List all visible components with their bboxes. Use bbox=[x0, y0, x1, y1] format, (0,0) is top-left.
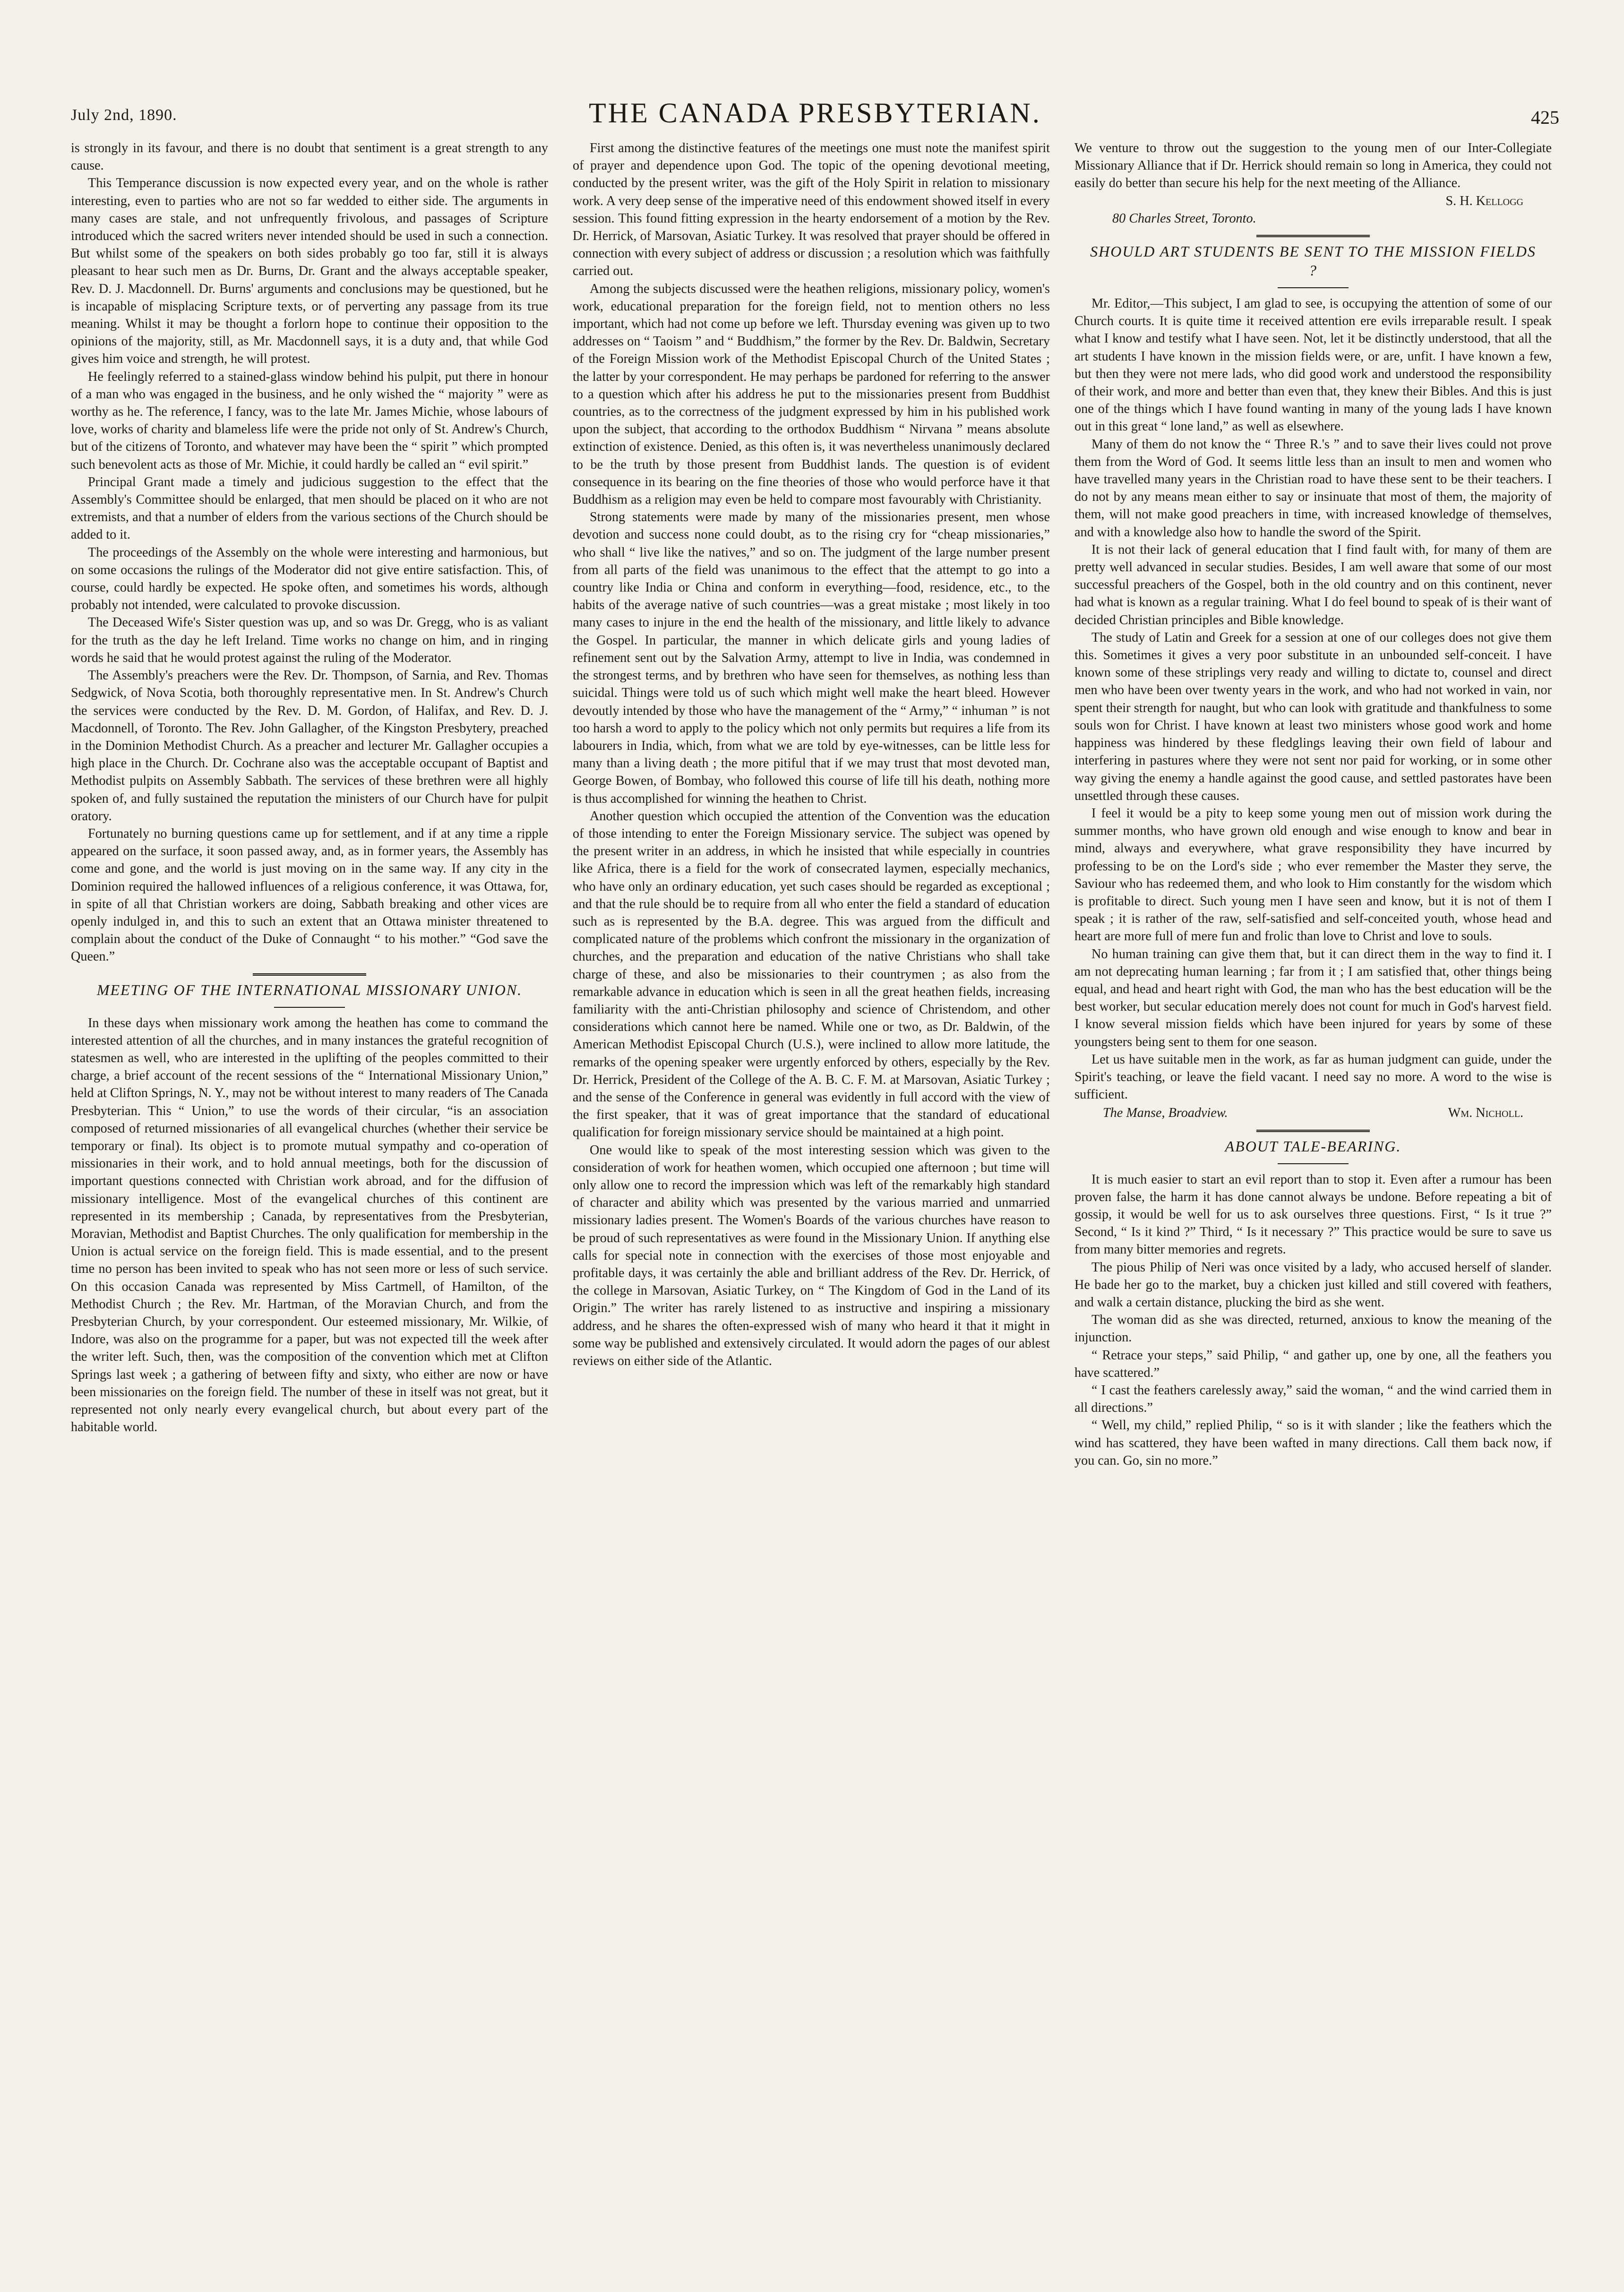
author-signature: Wm. Nicholl. bbox=[1448, 1106, 1523, 1121]
paragraph: The pious Philip of Neri was once visited by a lady, who accused herself of slander. He bade her go to the market, buy a chicken just killed and still covered with feathers, and walk a certain distance, plucking the bird as she went. bbox=[1074, 1260, 1552, 1310]
paragraph: No human training can give them that, but it can direct them in the way to find it. I am not deprecating human learning ; far from it ; I am satisfied that, other things being equal, and head and heart right with God, the man who has the best education will be the best worker, but secular education merely does not count for much in God's harvest field. I know several mission fields which have been injured for years by some of these youngsters being sent to them for one season. bbox=[1074, 946, 1552, 1049]
column-2 bbox=[573, 139, 1050, 2251]
paragraph: It is not their lack of general education that I find fault with, for many of them are pretty well advanced in secular studies. Besides, I am well aware that some of our most successful preachers of the Gospel, both in the old country and on this continent, never had what is known as a regular training. What I do feel bound to speak of is their want of decided Christian principles and Bible knowledge. bbox=[1074, 542, 1552, 627]
article-heading: ABOUT TALE-BEARING. bbox=[1225, 1137, 1401, 1155]
paragraph: Let us have suitable men in the work, as far as human judgment can guide, under the Spirit's teaching, or leave the field vacant. I need say no more. A word to the wise is sufficient. bbox=[1074, 1052, 1552, 1102]
article-heading: SHOULD ART STUDENTS BE SENT TO THE MISSION FIELDS ? bbox=[1090, 243, 1536, 279]
paragraph: is strongly in its favour, and there is no doubt that sentiment is a great strength to any cause. bbox=[71, 141, 548, 173]
column-3 bbox=[1074, 139, 1552, 2251]
section-divider bbox=[1256, 235, 1370, 237]
paragraph: The Assembly's preachers were the Rev. Dr. Thompson, of Sarnia, and Rev. Thomas Sedgwick, of Nova Scotia, both thoroughly representative men. In St. Andrew's Church the services were conducted by the Rev. D. M. Gordon, of Halifax, and Rev. D. J. Macdonnell, of Toronto. The Rev. John Gallagher, of the Kingston Presbytery, preached in the Dominion Methodist Church. As a preacher and lecturer Mr. Gallagher occupies a high place in the Church. Dr. Cochrane also was the acceptable occupant of Baptist and Methodist pulpits on Assembly Sabbath. The services of these brethren were all highly spoken of, and fully sustained the reputation the ministers of our Church have for pulpit oratory. bbox=[71, 668, 548, 824]
paragraph: The woman did as she was directed, returned, anxious to know the meaning of the injunction. bbox=[1074, 1313, 1552, 1345]
paragraph: Many of them do not know the “ Three R.'s ” and to save their lives could not prove them from the Word of God. It seems little less than an insult to men and women who have travelled many years in the Christian road to have these sent to be their teachers. I do not by any means mean either to say or insinuate that most of them, the majority of them, will not make good preachers in time, with increased knowledge of themselves, and with a knowledge also how to handle the sword of the Spirit. bbox=[1074, 437, 1552, 540]
paragraph: “ I cast the feathers carelessly away,” said the woman, “ and the wind carried them in all directions.” bbox=[1074, 1383, 1552, 1416]
issue-date: July 2nd, 1890. bbox=[71, 106, 177, 124]
column-1 bbox=[71, 139, 548, 2251]
paragraph: “ Well, my child,” replied Philip, “ so is it with slander ; like the feathers which the wind has scattered, they have been wafted in many directions. Call them back now, if you can. Go, sin no more.” bbox=[1074, 1418, 1552, 1468]
paragraph: First among the distinctive features of the meetings one must note the manifest spirit of prayer and dependence upon God. The topic of the opening devotional meeting, conducted by the present writer, was the gift of the Holy Spirit in relation to missionary work. A very deep sense of the imperative need of this endowment showed itself in every session. This found fitting expression in the hearty endorsement of a motion by the Rev. Dr. Herrick, of Marsovan, Asiatic Turkey. It was resolved that prayer should be offered in connection with every subject of address or discussion ; a resolution which was faithfully carried out. bbox=[573, 141, 1050, 279]
masthead bbox=[71, 97, 1559, 130]
newspaper-title: THE CANADA PRESBYTERIAN. bbox=[589, 97, 1041, 129]
author-signature: S. H. Kellogg bbox=[1445, 193, 1523, 208]
paragraph: The study of Latin and Greek for a session at one of our colleges does not give them this. Sometimes it gives a very poor substitute in an unbounded self-conceit. I have known some of these striplings very ready and willing to dictate to, counsel and direct men who have been over twenty years in the work, and who had not worked in vain, nor spent their strength for naught, but who can look with gratitude and thankfulness to some souls won for Christ. I have known at least two ministers whose good work and home happiness was hindered by these fledglings leaving their own field of labour and interfering in pastures where they were not sent nor paid for working, or in some other way giving the enemy a handle against the good cause, and settled pastorates have been unsettled through these causes. bbox=[1074, 630, 1552, 803]
signature-line bbox=[1074, 1104, 1552, 1122]
paragraph: It is much easier to start an evil report than to stop it. Even after a rumour has been proven false, the harm it has done cannot always be undone. Before repeating a bit of gossip, it would be well for us to ask ourselves three questions. First, “ Is it true ?” Second, “ Is it kind ?” Third, “ Is it necessary ?” This practice would be sure to save us from many bitter memories and regrets. bbox=[1074, 1172, 1552, 1257]
heading-rule bbox=[1278, 287, 1349, 288]
paragraph: This Temperance discussion is now expected every year, and on the whole is rather interesting, even to parties who are not so far wedded to either side. The arguments in many cases are stale, and not unfrequently frivolous, and passages of Scripture introduced which the sacred writers never intended should be used in such a connection. But whilst some of the speakers on both sides probably go too far, still it is always pleasant to hear such men as Dr. Burns, Dr. Grant and the always acceptable speaker, Rev. D. J. Macdonnell. Dr. Burns' arguments and conclusions may be questioned, but he is incapable of misplacing Scripture texts, or of perverting any passage from its true meaning. Whilst it may be thought a forlorn hope to continue their opposition to the opinions of the majority, still, as Mr. Macdonnell says, it is a duty and, that while God gives him voice and strength, he will protest. bbox=[71, 176, 548, 367]
paragraph: “ Retrace your steps,” said Philip, “ and gather up, one by one, all the feathers you have scattered.” bbox=[1074, 1348, 1552, 1380]
article-heading: MEETING OF THE INTERNATIONAL MISSIONARY UNION. bbox=[96, 981, 523, 998]
paragraph: I feel it would be a pity to keep some young men out of mission work during the summer months, who have grown old enough and wise enough to know and bear in mind, always and everywhere, what grave responsibility they have incurred by professing to be on the Lord's side ; who ever remember the Master they serve, the Saviour who has redeemed them, and who look to Him constantly for the wisdom which is profitable to direct. Such young men I have seen and know, but it is not of them I speak ; it is rather of the raw, self-satisfied and self-conceited youth, whose head and heart are more full of mere fun and frolic than love to Christ and love to souls. bbox=[1074, 806, 1552, 944]
paragraph: Principal Grant made a timely and judicious suggestion to the effect that the Assembly's Committee should be enlarged, that men should be placed on it who are not extremists, and that a number of elders from the various sections of the Church should be added to it. bbox=[71, 474, 548, 542]
paragraph: Strong statements were made by many of the missionaries present, men whose devotion and success none could doubt, as to the rising cry for “cheap missionaries,” who shall “ live like the natives,” and so on. The judgment of the large number present from all parts of the field was unanimous to the effect that the attempt to go into a country like India or China and conform in everything—food, residence, etc., to the habits of the average native of such countries—was a great mistake ; most likely in too many cases to injure in the end the health of the missionary, and little likely to advance the Gospel. In particular, the manner in which delicate girls and young ladies of refinement sent out by the Salvation Army, attempt to live in India, was condemned in the strongest terms, and by brethren who have seen for themselves, as nothing less than suicidal. Things were told us of such which might well make the heart bleed. However devoutly intended by those who have the management of the “ Army,” “ inhuman ” is not too harsh a word to apply to the policy which not only permits but requires a life from its labourers in India, which, from what we are told by eye-witnesses, can be little less for many than a living death ; the more pitiful that if we may trust that most devoted man, George Bowen, of Bombay, who followed this course of life till his death, nothing more is thus accomplished for winning the heathen to Christ. bbox=[573, 510, 1050, 806]
paragraph: The Deceased Wife's Sister question was up, and so was Dr. Gregg, who is as valiant for the truth as the day he left Ireland. Time works no change on him, and in ringing words he said that he would protest against the ruling of the Moderator. bbox=[71, 615, 548, 665]
paragraph: Fortunately no burning questions came up for settlement, and if at any time a ripple appeared on the surface, it soon passed away, and, as in former years, the Assembly has come and gone, and the world is just moving on in the same way. If any city in the Dominion required the hallowed influences of a religious conference, it was Ottawa, for, in spite of all that Christian workers are doing, Sabbath breaking and other vices are openly indulged in, and this to such an extent that an Ottawa minister threatened to complain about the conduct of the Duke of Connaught “ to his mother.” “God save the Queen.” bbox=[71, 826, 548, 964]
author-address: The Manse, Broadview. bbox=[1103, 1106, 1228, 1121]
section-divider bbox=[1256, 1130, 1370, 1132]
paragraph: Another question which occupied the attention of the Convention was the education of those intending to enter the Foreign Missionary service. The subject was opened by the present writer in an address, in which he insisted that while especially in countries like Africa, there is a field for the work of consecrated laymen, especially mechanics, who have only an ordinary education, yet such cases should be regarded as exceptional ; and that the rule should be to require from all who enter the field a standard of education such as is represented by the B.A. degree. This was argued from the difficult and complicated nature of the problems which confront the missionary in the organization of churches, and the preparation and education of the native Christians who shall take charge of these, and also be missionaries to their countrymen ; as also from the remarkable advance in education which is seen in all the great heathen fields, increasing familiarity with the anti-Christian philosophy and science of Christendom, and other considerations which cannot here be named. While one or two, as Dr. Baldwin, of the American Methodist Episcopal Church (U.S.), were inclined to allow more latitude, the remarks of the opening speaker were urgently enforced by others, especially by the Rev. Dr. Herrick, President of the College of the A. B. C. F. M. at Marsovan, Asiatic Turkey ; and the sense of the Conference in general was evidently in full accord with the view of the first speaker, that it was of great importance that the standard of educational qualification for foreign missionary service should be maintained at a high point. bbox=[573, 808, 1050, 1140]
section-divider bbox=[253, 973, 366, 976]
paragraph: The proceedings of the Assembly on the whole were interesting and harmonious, but on some occasions the rulings of the Moderator did not give entire satisfaction. This, of course, could hardly be expected. He spoke often, and sometimes his words, although probably not intended, were calculated to provoke discussion. bbox=[71, 545, 548, 613]
heading-rule bbox=[274, 1007, 345, 1008]
paragraph: Mr. Editor,—This subject, I am glad to see, is occupying the attention of some of our Church courts. It is quite time it received attention ere evils irreparable result. I speak what I know and testify what I have seen. Not, let it be distinctly understood, that all the art students I have known in the mission fields were, or are, unfit. I have known a few, but then they were not mere lads, who did good work and understood the responsibility of their work, and more and better than even that, they knew their Bibles. And this is just one of the things which I have found wanting in many of the young lads I have known out in this great “ lone land,” as well as elsewhere. bbox=[1074, 296, 1552, 434]
paragraph: Among the subjects discussed were the heathen religions, missionary policy, women's work, educational preparation for the foreign field, not to mention others no less important, which had not come up before we left. Thursday evening was given up to two addresses on “ Taoism ” and “ Buddhism,” the former by the Rev. Dr. Baldwin, Secretary of the Foreign Mission work of the Methodist Episcopal Church of the United States ; the latter by your correspondent. He may perhaps be pardoned for referring to the answer to a question which after his address he put to the missionaries present from Buddhist countries, as to the correctness of the judgment expressed by him in his published work upon the subject, that according to the orthodox Buddhism “ Nirvana ” means absolute extinction of existence. Denied, as this often is, it was nevertheless unanimously declared to be the truth by those present from Buddhist lands. The question is of evident consequence in its bearing on the fine theories of those who would perforce have it that Buddhism as a religion may even be held to compare most favourably with Christianity. bbox=[573, 281, 1050, 507]
page-number: 425 bbox=[1531, 107, 1559, 128]
paragraph: In these days when missionary work among the heathen has come to command the interested attention of all the churches, and in many instances the grateful recognition of statesmen as well, who are interested in the uplifting of the peoples committed to their charge, a brief account of the recent sessions of the “ International Missionary Union,” held at Clifton Springs, N. Y., may not be without interest to many readers of The Canada Presbyterian. This “ Union,” to use the words of their circular, “is an association composed of returned missionaries of all evangelical churches (whether their service be temporary or final). Its object is to promote mutual sympathy and co-operation of missionaries in their work, and to hold annual meetings, both for the discussion of important questions connected with Christian work abroad, and for the diffusion of missionary intelligence. Most of the evangelical churches of this continent are represented in its membership ; Canada, by representatives from the Presbyterian, Moravian, Methodist and Baptist Churches. The only qualification for membership in the Union is actual service on the foreign field. This is made essential, and to the present time no person has been invited to speak who has not seen more or less of such service. On this occasion Canada was represented by Miss Cartmell, of Hamilton, of the Methodist Church ; the Rev. Mr. Hartman, of the Moravian Church, and from the Presbyterian Church, by your correspondent. Our esteemed missionary, Mr. Wilkie, of Indore, was also on the programme for a paper, but was not expected till the week after the writer left. Such, then, was the composition of the convention which met at Clifton Springs last week ; a gathering of between fifty and sixty, who either are now or have been missionaries on the foreign field. The number of these in itself was not great, but it represented not only nearly every evangelical church, but about every part of the habitable world. bbox=[71, 1015, 548, 1435]
author-address: 80 Charles Street, Toronto. bbox=[1112, 211, 1256, 226]
paragraph: He feelingly referred to a stained-glass window behind his pulpit, put there in honour of a man who was engaged in the business, and he only wished the “ majority ” were as worthy as he. The reference, I fancy, was to the late Mr. James Michie, whose labours of love, works of charity and blameless life were the pride not only of St. Andrew's Church, but of the citizens of Toronto, and whatever may have been the “ spirit ” which prompted such benevolent acts as those of Mr. Michie, it could hardly be called an “ evil spirit.” bbox=[71, 369, 548, 472]
paragraph: One would like to speak of the most interesting session which was given to the consideration of work for heathen women, which occupied one afternoon ; but time will only allow one to record the impression which was left of the remarkably high standard of character and ability which was presented by the various married and unmarried missionary ladies present. The Women's Boards of the various churches have reason to be proud of such representatives as were found in the Missionary Union. If anything else calls for special note in connection with the exercises of those most enjoyable and profitable days, it was certainly the able and brilliant address of the Rev. Dr. Herrick, of the college in Marsovan, Asiatic Turkey, on “ The Kingdom of God in the Land of its Origin.” The writer has rarely listened to as instructive and inspiring a missionary address, and he shares the often-expressed wish of many who heard it that it might in some way be published and extensively circulated. It would adorn the pages of our ablest reviews on either side of the Atlantic. bbox=[573, 1142, 1050, 1369]
heading-rule bbox=[1278, 1163, 1349, 1164]
paragraph: We venture to throw out the suggestion to the young men of our Inter-Collegiate Missionary Alliance that if Dr. Herrick should remain so long in America, they could not easily do better than secure his help for the next meeting of the Alliance. bbox=[1074, 141, 1552, 191]
